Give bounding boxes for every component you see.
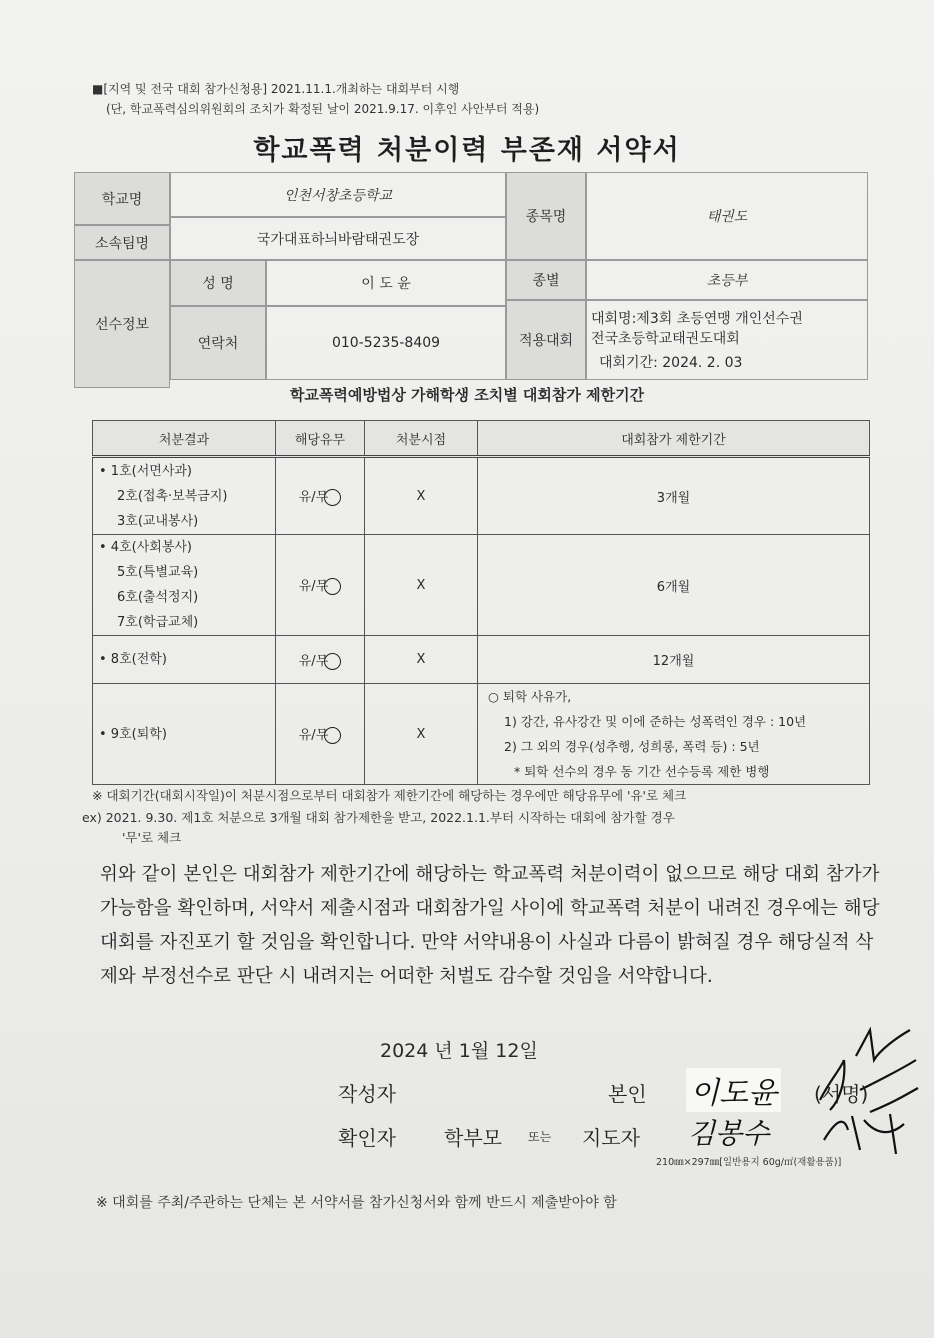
decision-time-cell: X: [365, 457, 478, 535]
name-value: 이 도 윤: [266, 260, 506, 306]
author-label: 작성자: [338, 1082, 396, 1106]
document-title: 학교폭력 처분이력 부존재 서약서: [253, 135, 681, 166]
school-label: 학교명: [74, 172, 170, 225]
period-line: 2) 그 외의 경우(성추행, 성희롱, 폭력 등) : 5년: [504, 739, 760, 754]
athlete-info-label: 선수정보: [74, 260, 170, 388]
or-label: 또는: [528, 1130, 552, 1144]
pledge-paragraph: 위와 같이 본인은 대회참가 제한기간에 해당하는 학교폭력 처분이력이 없으므로 해당 대회 참가가 가능함을 확인하며, 서약서 제출시점과 대회참가일 사이에 학교폭력 처분이 내려진 경우에는 해당대회를 자진포기 할 것임을 확인합니다. 만약 서약내용이 사실과 다름이 밝혀질 경우 해당실적 삭제와 부정선수로 판단 시 내려지는 어떠한 처벌도 감수할 것임을 서약합니다.: [100, 864, 880, 987]
applicable-cell[interactable]: [276, 535, 365, 636]
item: 5호(특별교육): [117, 565, 199, 580]
applicable-cell[interactable]: [276, 684, 365, 785]
applicable-cell[interactable]: [276, 636, 365, 684]
confirmer-label: 확인자: [338, 1126, 396, 1150]
table-header-row: [93, 421, 870, 457]
decision-time-cell: X: [365, 636, 478, 684]
period-cell: 6개월: [478, 535, 870, 636]
header-applicable: 해당유무: [276, 421, 365, 457]
event-value: 태권도: [586, 172, 868, 260]
handwritten-signature: [800, 1020, 926, 1160]
circle-mark-icon: [324, 653, 341, 670]
note-3: '무'로 체크: [122, 830, 182, 845]
header-decision-time: 처분시점: [365, 421, 478, 457]
table-row: [93, 535, 870, 636]
team-label: 소속팀명: [74, 225, 170, 260]
item: 7호(학급교체): [117, 615, 199, 630]
team-value: 국가대표하늬바람태권도장: [170, 217, 506, 260]
restriction-table: [92, 420, 870, 785]
competition-host: 전국초등학교태권도대회: [591, 331, 740, 347]
pledge-date: 2024 년 1월 12일: [380, 1040, 538, 1062]
applied-competition-label: 적용대회: [506, 300, 586, 380]
table-row: [93, 636, 870, 684]
name-label: 성 명: [170, 260, 266, 306]
self-handwritten-name: 이도윤: [686, 1068, 781, 1112]
coach-label: 지도자: [582, 1126, 640, 1150]
disposition-items: [93, 457, 276, 535]
decision-time-cell: X: [365, 684, 478, 785]
paper-spec: 210㎜×297㎜[일반용지 60g/㎡(재활용품)]: [656, 1157, 842, 1168]
period-line: 1) 강간, 유사강간 및 이에 준하는 성폭력인 경우 : 10년: [504, 714, 807, 729]
item: • 1호(서면사과): [99, 463, 193, 479]
header-result: 처분결과: [93, 421, 276, 457]
yes-no-text: 유/무: [298, 490, 329, 505]
notice-line-2: (단, 학교폭력심의위원회의 조치가 확정된 날이 2021.9.17. 이후인 사안부터 적용): [106, 102, 540, 116]
yes-no-text: 유/무: [298, 653, 329, 669]
competition-name: 대회명:제3회 초등연맹 개인선수권: [591, 311, 803, 327]
period-cell: 3개월: [478, 457, 870, 535]
parent-label: 학부모: [444, 1126, 502, 1150]
period-cell: 12개월: [478, 636, 870, 684]
contact-value: 010-5235-8409: [266, 306, 506, 380]
table-row: [93, 457, 870, 535]
period-line: * 퇴학 선수의 경우 동 기간 선수등록 제한 병행: [514, 764, 770, 779]
yes-no-text: 유/무: [298, 728, 329, 743]
contact-label: 연락처: [170, 306, 266, 380]
coach-handwritten-name: 김봉수: [688, 1117, 770, 1150]
note-1: ※ 대회기간(대회시작일)이 처분시점으로부터 대회참가 제한기간에 해당하는 경우에만 해당유무에 '유'로 체크: [92, 788, 687, 803]
decision-time-cell: X: [365, 535, 478, 636]
item: • 9호(퇴학): [99, 726, 167, 742]
applied-competition-value: [586, 300, 868, 380]
competition-period: 대회기간: 2024. 2. 03: [599, 355, 743, 371]
footer-note: ※ 대회를 주최/주관하는 단체는 본 서약서를 참가신청서와 함께 반드시 제출받아야 함: [96, 1195, 617, 1211]
category-label: 종별: [506, 260, 586, 300]
event-label: 종목명: [506, 172, 586, 260]
header-restriction-period: 대회참가 제한기간: [478, 421, 870, 457]
yes-no-text: 유/무: [298, 579, 329, 594]
period-line: ○ 퇴학 사유가,: [488, 689, 572, 704]
applicable-cell[interactable]: [276, 457, 365, 535]
disposition-items: [93, 535, 276, 636]
disposition-items: [93, 636, 276, 684]
circle-mark-icon: [324, 578, 341, 595]
school-value: 인천서창초등학교: [170, 172, 506, 217]
item: 2호(접촉·보복금지): [117, 488, 228, 504]
item: 6호(출석정지): [117, 590, 199, 605]
limits-subtitle: 학교폭력예방법상 가해학생 조치별 대회참가 제한기간: [289, 386, 645, 404]
note-2: ex) 2021. 9.30. 제1호 처분으로 3개월 대회 참가제한을 받고, 2022.1.1.부터 시작하는 대회에 참가할 경우: [82, 810, 675, 825]
disposition-items: [93, 684, 276, 785]
item: • 4호(사회봉사): [99, 540, 193, 555]
table-row: [93, 684, 870, 785]
sign-label: (서명): [814, 1082, 869, 1106]
item: 3호(교내봉사): [117, 513, 199, 529]
notice-line-1: ■[지역 및 전국 대회 참가신청용] 2021.11.1.개최하는 대회부터 시행: [92, 82, 460, 96]
circle-mark-icon: [324, 489, 341, 506]
category-value: 초등부: [586, 260, 868, 300]
item: • 8호(전학): [99, 652, 167, 667]
self-label: 본인: [608, 1082, 647, 1106]
expulsion-period-cell: [478, 684, 870, 785]
circle-mark-icon: [324, 727, 341, 744]
